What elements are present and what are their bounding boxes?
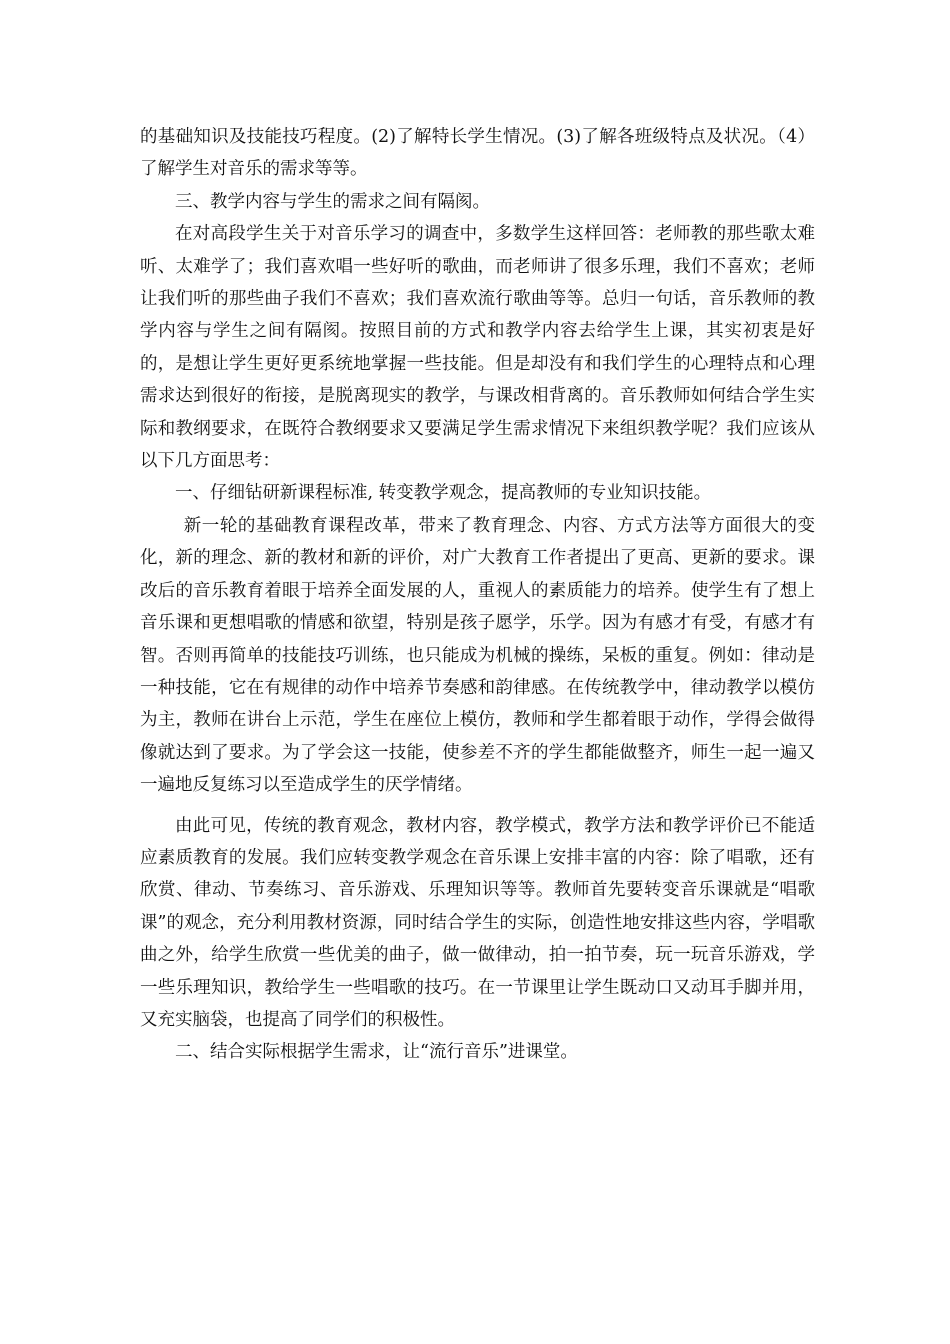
paragraph-survey: 在对高段学生关于对音乐学习的调查中，多数学生这样回答：老师教的那些歌太难听、太难学了；我们喜欢唱一些好听的歌曲，而老师讲了很多乐理，我们不喜欢；老师让我们听的那些曲子我们不喜欢；我们喜欢流行歌曲等等。总归一句话，音乐教师的教学内容与学生之间有隔阂。按照目前的方式和教学内容去给学生上课，其实初衷是好的，是想让学生更好更系统地掌握一些技能。但是却没有和我们学生的心理特点和心理需求达到很好的衔接，是脱离现实的教学，与课改相背离的。音乐教师如何结合学生实际和教纲要求，在既符合教纲要求又要满足学生需求情况下来组织教学呢？我们应该从以下几方面思考： bbox=[140, 224, 815, 472]
section-heading-2: 二、结合实际根据学生需求，让“流行音乐”进课堂。 bbox=[175, 1042, 578, 1063]
paragraph-continuation: 的基础知识及技能技巧程度。(2)了解特长学生情况。(3)了解各班级特点及状况。（4）了解学生对音乐的需求等等。 bbox=[140, 127, 815, 180]
document-body bbox=[140, 121, 815, 1069]
section-heading-3: 三、教学内容与学生的需求之间有隔阂。 bbox=[175, 191, 490, 212]
section-heading-1: 一、仔细钻研新课程标准, 转变教学观念，提高教师的专业知识技能。 bbox=[175, 483, 712, 504]
paragraph-teaching-concepts: 由此可见，传统的教育观念，教材内容，教学模式，教学方法和教学评价已不能适应素质教育的发展。我们应转变教学观念在音乐课上安排丰富的内容：除了唱歌，还有欣赏、律动、节奏练习、音乐游戏、乐理知识等等。教师首先要转变音乐课就是“唱歌课”的观念，充分利用教材资源，同时结合学生的实际，创造性地安排这些内容，学唱歌曲之外，给学生欣赏一些优美的曲子，做一做律动，拍一拍节奏，玩一玩音乐游戏，学一些乐理知识，教给学生一些唱歌的技巧。在一节课里让学生既动口又动耳手脚并用，又充实脑袋，也提高了同学们的积极性。 bbox=[140, 815, 815, 1030]
paragraph-curriculum-reform: 新一轮的基础教育课程改革，带来了教育理念、内容、方式方法等方面很大的变化，新的理念、新的教材和新的评价，对广大教育工作者提出了更高、更新的要求。课改后的音乐教育着眼于培养全面发展的人，重视人的素质能力的培养。使学生有了想上音乐课和更想唱歌的情感和欲望，特别是孩子愿学，乐学。因为有感才有受，有感才有智。否则再简单的技能技巧训练，也只能成为机械的操练，呆板的重复。例如：律动是一种技能，它在有规律的动作中培养节奏感和韵律感。在传统教学中，律动教学以模仿为主，教师在讲台上示范，学生在座位上模仿，教师和学生都着眼于动作，学得会做得像就达到了要求。为了学会这一技能，使参差不齐的学生都能做整齐，师生一起一遍又一遍地反复练习以至造成学生的厌学情绪。 bbox=[140, 515, 815, 796]
